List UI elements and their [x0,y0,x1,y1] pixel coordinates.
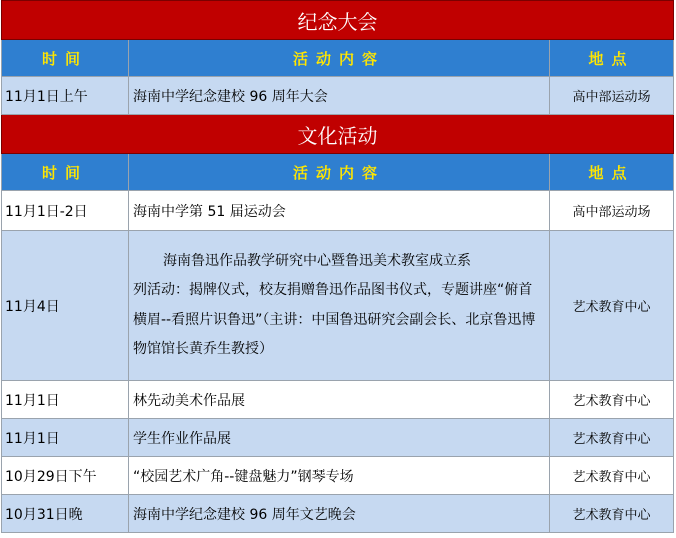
cell-time: 11月1日 [2,419,129,457]
cell-location: 高中部运动场 [550,191,674,231]
table-row [2,77,674,115]
table-row [2,231,674,381]
cell-activity [129,231,550,381]
activity-text-rest: 列活动：揭牌仪式，校友捐赠鲁迅作品图书仪式，专题讲座“俯首横眉--看照片识鲁迅”（主讲：中国鲁迅研究会副会长、北京鲁迅博物馆馆长黄乔生教授） [133,282,536,357]
section-title-culture: 文化活动 [2,115,674,154]
header-location: 地点 [550,40,674,77]
section-title-commemoration: 纪念大会 [2,1,674,40]
cell-location: 艺术教育中心 [550,381,674,419]
cell-location: 高中部运动场 [550,77,674,115]
activity-text-line1: 海南鲁迅作品教学研究中心暨鲁迅美术教室成立系 [163,252,471,269]
table-row [2,495,674,533]
cell-activity: “校园艺术广角--键盘魅力”钢琴专场 [129,457,550,495]
table-header-row [2,40,674,77]
section-title-row [2,115,674,154]
table-header-row [2,154,674,191]
cell-activity: 海南中学纪念建校 96 周年大会 [129,77,550,115]
cell-time: 11月1日上午 [2,77,129,115]
cell-activity: 学生作业作品展 [129,419,550,457]
header-activity: 活动内容 [129,154,550,191]
cell-time: 11月1日-2日 [2,191,129,231]
table-row [2,191,674,231]
cell-location: 艺术教育中心 [550,457,674,495]
cell-time: 11月1日 [2,381,129,419]
cell-location: 艺术教育中心 [550,495,674,533]
table-row [2,419,674,457]
cell-time: 10月31日晚 [2,495,129,533]
cell-location: 艺术教育中心 [550,231,674,381]
cell-time: 11月4日 [2,231,129,381]
header-time: 时间 [2,40,129,77]
table-row [2,381,674,419]
header-time: 时间 [2,154,129,191]
table-row [2,457,674,495]
section-title-row [2,1,674,40]
cell-activity: 海南中学纪念建校 96 周年文艺晚会 [129,495,550,533]
event-schedule-table [1,0,674,533]
header-activity: 活动内容 [129,40,550,77]
event-schedule-sheet [1,0,675,538]
cell-time: 10月29日下午 [2,457,129,495]
header-location: 地点 [550,154,674,191]
cell-location: 艺术教育中心 [550,419,674,457]
cell-activity: 林先动美术作品展 [129,381,550,419]
cell-activity: 海南中学第 51 届运动会 [129,191,550,231]
